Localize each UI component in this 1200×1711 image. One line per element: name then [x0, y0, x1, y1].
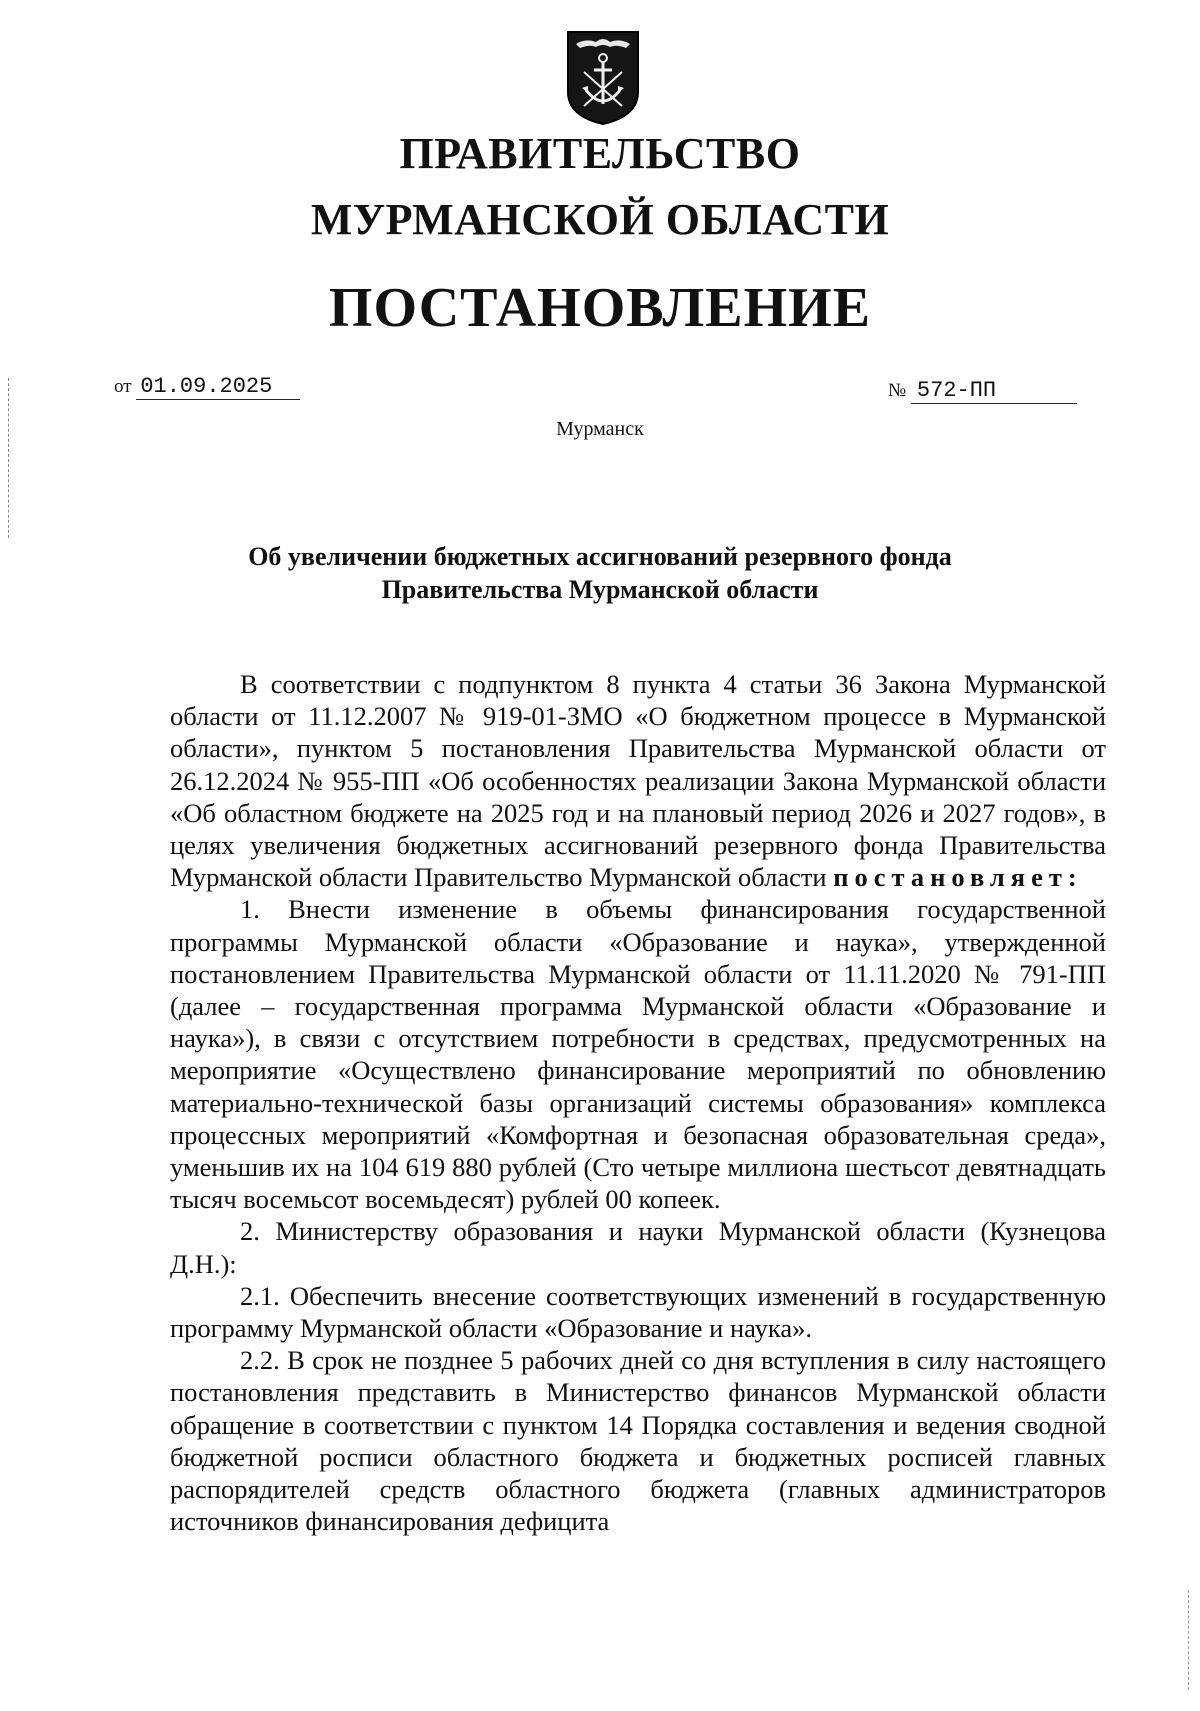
- coat-of-arms-icon: [566, 30, 640, 126]
- item-2-2: 2.2. В срок не позднее 5 рабочих дней со дня вступления в силу настоящего постановления представить в Министерство финансов Мурманской области обращение в соответствии с пунктом 14 Порядка составления и ведения сводной бюджетной росписи областного бюджета и бюджетных росписей главных распорядителей средств областного бюджета (главных администраторов источников финансирования дефицита: [170, 1345, 1106, 1537]
- preamble-text: В соответствии с подпунктом 8 пункта 4 статьи 36 Закона Мурманской области от 11.12.2007 № 919-01-ЗМО «О бюджетном процессе в Мурманской области», пунктом 5 постановления Правительства Мурманской области от 26.12.2024 № 955-ПП «Об особенностях реализации Закона Мурманской области «Об областном бюджете на 2025 год и на плановый период 2026 и 2027 годов», в целях увеличения бюджетных ассигнований резервного фонда Правительства Мурманской области Правительство Мурманской области: [170, 669, 1106, 893]
- city: Мурманск: [556, 418, 644, 440]
- date-prefix: от: [114, 376, 132, 397]
- item-1: 1. Внести изменение в объемы финансирования государственной программы Мурманской области «Образование и наука», утвержденной постановлением Правительства Мурманской области от 11.11.2020 № 791-ПП (далее – государственная программа Мурманской области «Образование и наука»), в связи с отсутствием потребности в средствах, предусмотренных на мероприятие «Осуществлено финансирование мероприятий по обновлению материально-технической базы организаций системы образования» комплекса процессных мероприятий «Комфортная и безопасная образовательная среда», уменьшив их на 104 619 880 рублей (Сто четыре миллиона шестьсот девятнадцать тысяч восемьсот восемьдесят) рублей 00 копеек.: [170, 894, 1106, 1215]
- scan-margin-mark: [8, 378, 10, 538]
- subject-line2: Правительства Мурманской области: [381, 575, 819, 604]
- number-field: [888, 378, 1077, 404]
- org-name-line1: ПРАВИТЕЛЬСТВО: [399, 129, 801, 178]
- number-value: 572-ПП: [911, 378, 1077, 404]
- number-prefix: №: [888, 380, 907, 401]
- subject-line1: Об увеличении бюджетных ассигнований резервного фонда: [248, 542, 952, 571]
- date-field: [114, 374, 300, 400]
- item-2: 2. Министерству образования и науки Мурманской области (Кузнецова Д.Н.):: [170, 1216, 1106, 1279]
- preamble-paragraph: [170, 668, 1106, 893]
- org-name-line2: МУРМАНСКОЙ ОБЛАСТИ: [310, 195, 890, 244]
- decree-word: постановляет:: [833, 862, 1083, 893]
- document-subject: [200, 540, 1000, 606]
- document-body: [170, 668, 1106, 1537]
- document-type: ПОСТАНОВЛЕНИЕ: [328, 277, 872, 339]
- item-2-1: 2.1. Обеспечить внесение соответствующих изменений в государственную программу Мурманской области «Образование и наука».: [170, 1280, 1106, 1344]
- scan-margin-mark-right: [1188, 1590, 1190, 1690]
- date-value: 01.09.2025: [136, 374, 300, 400]
